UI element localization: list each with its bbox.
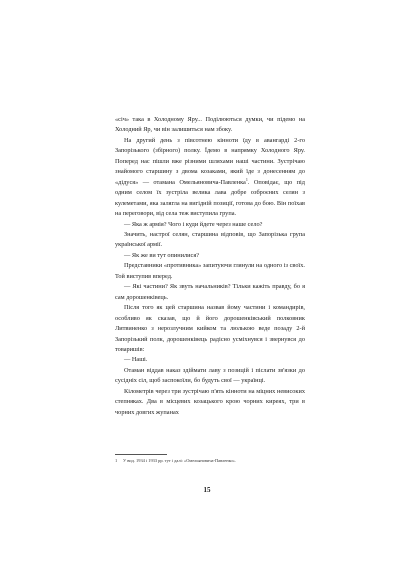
- paragraph: Кілометрів через три зустрічаю п'ять кінноти на міцних невисоких степняках. Два в місцевих козацького крою чорних киреях, три в чорних довгих жупанах: [115, 387, 305, 416]
- footnote-divider: [115, 454, 167, 455]
- paragraph: Після того як цей старшина назвав йому частини і командирів, особливо як сказав, що й його дорошенківський полковник Литвиненко з нерозлучним кийком та люлькою веде позаду 2-й Запорізький полк, дорошенківець радісно усміхнувся і звернувся до товаришів:: [115, 304, 305, 353]
- paragraph: Отаман віддав наказ здіймати лаву з позицій і післати зв'язки до сусідніх сіл, щоб заспокоїли, бо будуть свої — українці.: [115, 366, 305, 385]
- paragraph: «січ» така в Холодному Яру... Поділюються думки, чи підемо на Холодний Яр, чи він залишиться нам збоку.: [115, 116, 305, 134]
- footnote-reference[interactable]: 1: [245, 176, 248, 182]
- footnote-number: 1: [115, 458, 118, 463]
- paragraph: — Наші.: [124, 356, 148, 364]
- footnote: [115, 458, 305, 464]
- paragraph: — Які частини? Як звуть начальників? Тільки кажіть правду, бо я сам дорошенківець.: [115, 283, 305, 301]
- paragraph: — Як же ви тут опинилися?: [124, 251, 200, 259]
- paragraph: — Яка ж армія? Чого і куди йдете через наше село?: [124, 220, 263, 228]
- main-text: [115, 115, 305, 418]
- paragraph: Значить, настрої селян, старшина відповів, що Запорізька група української армії.: [115, 230, 305, 249]
- footnote-text: У вид. 1934 і 1933 рр. тут і далі: «Омельяновича-Павленко».: [123, 458, 236, 463]
- page-number: 15: [203, 486, 211, 494]
- paragraph: На другий день з півсотнею кінноти їду в авангарді 2-го Запорізького (збірного) полку. Їдемо в напрямку Холодного Яру. Поперед нас пішли вже різними шляхами наші частини. Зустрічаю знайомого старшину з двома козаками, який їде з донесенням до «дідуся» — отамана Омельяновича-Павленка$^1$. Оповідає, що під одним селом їх зустріла велика лава добре озброєних селян з кулеметами, яка залягла на вигідній позиції, готова до бою. Він поїхав на переговори, від села теж виступила група.: [115, 136, 306, 218]
- paragraph: Представники «противника» запитуючи глянули на одного із своїх. Той виступив вперед.: [115, 262, 305, 280]
